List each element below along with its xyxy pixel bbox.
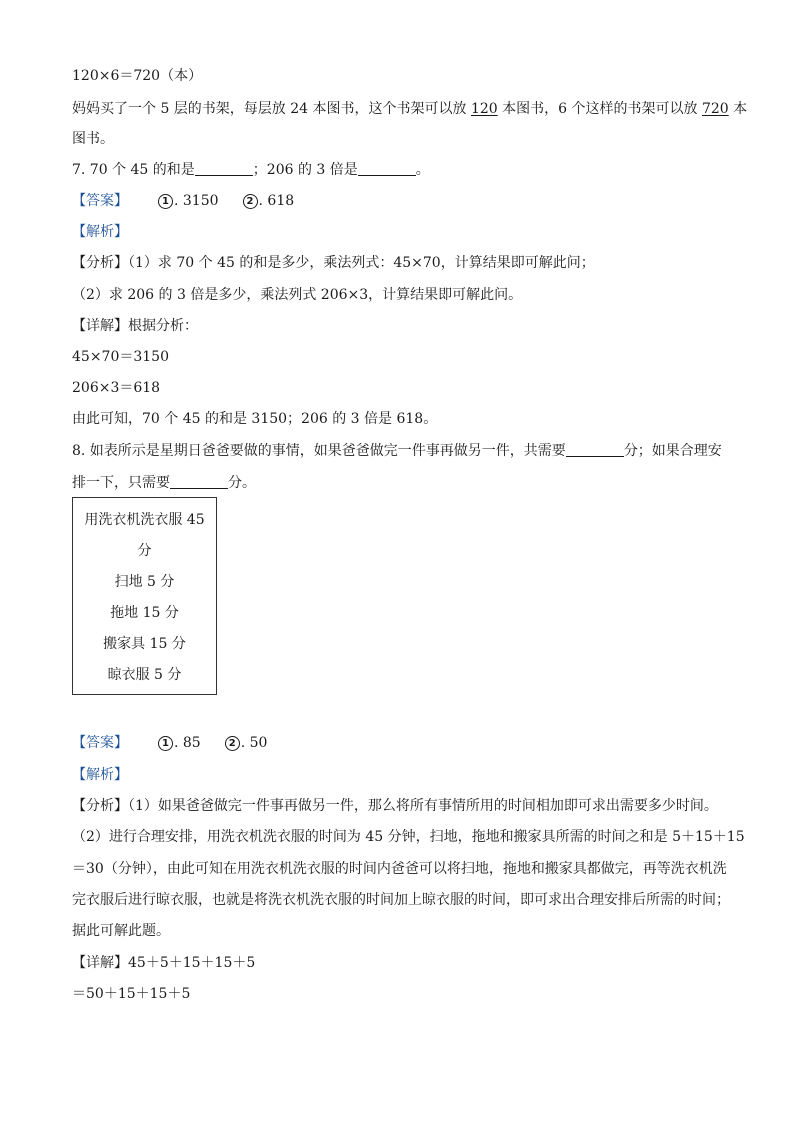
answer-blank	[170, 474, 228, 489]
answer-value: . 3150	[174, 193, 219, 209]
q7-answer-line	[72, 192, 294, 210]
analysis-label: 【解析】	[72, 224, 128, 240]
question-text: 8. 如表所示是星期日爸爸要做的事情，如果爸爸做完一件事再做另一件，共需要	[72, 443, 566, 459]
sentence-text: 本	[728, 101, 748, 117]
q8-detail	[72, 954, 255, 972]
question-7	[72, 161, 430, 179]
answer-value: . 85	[174, 735, 201, 751]
task-cell: 扫地 5 分	[114, 574, 175, 590]
fenxi-label: 【分析】	[72, 255, 128, 271]
fenxi-label: 【分析】	[72, 798, 128, 814]
circled-number: 2	[243, 194, 258, 209]
detail-text: 根据分析：	[128, 318, 198, 334]
q8-answer-line	[72, 734, 267, 752]
q8-calc-1: ＝50＋15＋15＋5	[72, 986, 191, 1002]
circled-number: 1	[158, 194, 173, 209]
q7-calc-2: 206×3＝618	[72, 380, 161, 396]
filled-answer: 120	[470, 101, 498, 117]
question-8-cont	[72, 474, 256, 492]
question-text: 分；如果合理安	[623, 443, 722, 459]
xiangjie-label: 【详解】	[72, 318, 128, 334]
answer-label: 【答案】	[72, 193, 128, 209]
q8-analysis-2: （2）进行合理安排，用洗衣机洗衣服的时间为 45 分钟，扫地，拖地和搬家具所需的时间之和是 5＋15＋15	[72, 829, 745, 845]
question-text: 分。	[228, 475, 256, 491]
q7-calc-1: 45×70＝3150	[72, 349, 169, 365]
question-text: 7. 70 个 45 的和是	[72, 162, 195, 178]
q7-analysis-1	[72, 254, 595, 272]
sentence-text: 本图书，6 个这样的书架可以放	[497, 101, 702, 117]
q7-analysis-2: （2）求 206 的 3 倍是多少，乘法列式 206×3，计算结果即可解此问。	[72, 287, 523, 303]
sentence-continuation: 图书。	[72, 131, 114, 147]
circled-number: 2	[225, 736, 240, 751]
question-8	[72, 442, 722, 460]
answer-blank	[195, 161, 253, 176]
q7-detail	[72, 317, 198, 335]
answer-blank	[566, 442, 624, 457]
answer-value: . 50	[240, 735, 268, 751]
question-text: 排一下，只需要	[72, 475, 170, 491]
q8-analysis-4: 完衣服后进行晾衣服，也就是将洗衣机洗衣服的时间加上晾衣服的时间，即可求出合理安排后所需的时间；	[72, 892, 730, 908]
q7-conclusion: 由此可知，70 个 45 的和是 3150；206 的 3 倍是 618。	[72, 411, 438, 427]
analysis-label: 【解析】	[72, 767, 128, 783]
answer-sentence	[72, 100, 747, 118]
task-table	[72, 497, 217, 695]
analysis-text: （1）求 70 个 45 的和是多少，乘法列式：45×70，计算结果即可解此问；	[128, 255, 595, 271]
answer-label: 【答案】	[72, 735, 128, 751]
xiangjie-label: 【详解】	[72, 955, 128, 971]
task-cell: 拖地 15 分	[110, 605, 179, 621]
task-cell: 分	[137, 543, 152, 559]
detail-text: 45＋5＋15＋15＋5	[128, 955, 256, 971]
task-cell: 用洗衣机洗衣服 45	[84, 512, 205, 528]
q8-analysis-3: ＝30（分钟），由此可知在用洗衣机洗衣服的时间内爸爸可以将扫地，拖地和搬家具都做完，再等洗衣机洗	[72, 861, 727, 877]
filled-answer: 720	[701, 101, 729, 117]
circled-number: 1	[158, 736, 173, 751]
sentence-text: 妈妈买了一个 5 层的书架，每层放 24 本图书，这个书架可以放	[72, 101, 471, 117]
answer-value: . 618	[258, 193, 295, 209]
calc-line: 120×6＝720（本）	[72, 68, 203, 84]
answer-blank	[358, 161, 416, 176]
q8-analysis-5: 据此可解此题。	[72, 923, 170, 939]
q8-analysis-1	[72, 797, 718, 815]
question-text: 。	[415, 162, 430, 178]
task-cell: 搬家具 15 分	[103, 636, 186, 652]
task-cell: 晾衣服 5 分	[107, 667, 182, 683]
question-text: ；206 的 3 倍是	[252, 162, 358, 178]
analysis-text: （1）如果爸爸做完一件事再做另一件，那么将所有事情所用的时间相加即可求出需要多少时间。	[128, 798, 718, 814]
